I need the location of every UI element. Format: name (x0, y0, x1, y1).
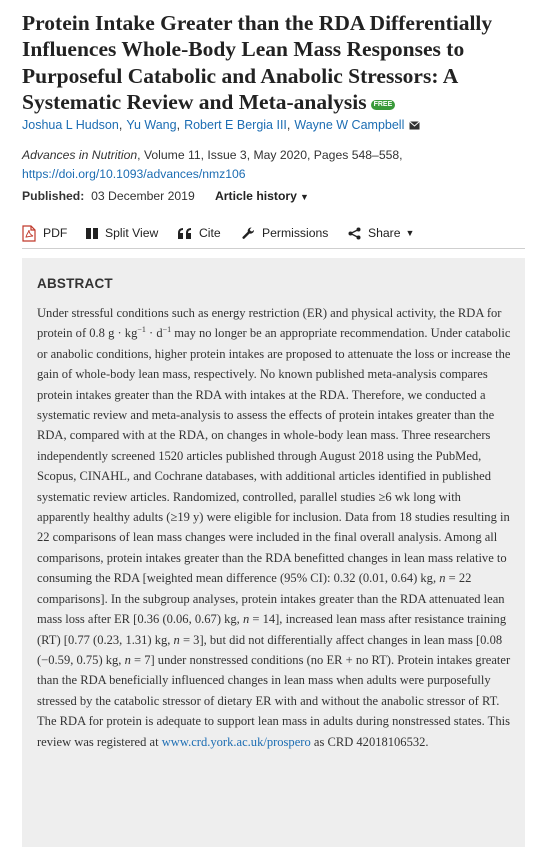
cite-button[interactable] (178, 222, 221, 244)
wrench-icon (242, 227, 255, 240)
author-link[interactable]: Yu Wang (126, 118, 177, 132)
cite-label: Cite (199, 226, 221, 240)
published-label: Published: (22, 189, 85, 203)
pdf-icon (22, 225, 36, 242)
share-label: Share (368, 226, 401, 240)
permissions-label: Permissions (262, 226, 329, 240)
article-history-toggle[interactable] (215, 187, 309, 206)
email-icon[interactable] (409, 118, 420, 135)
author-list: Joshua L Hudson, Yu Wang, Robert E Bergia III, Wayne W Campbell (22, 117, 532, 135)
split-view-label: Split View (105, 226, 159, 240)
split-view-button[interactable] (86, 222, 158, 244)
toolbar-divider (22, 248, 525, 249)
quote-icon (178, 228, 192, 239)
pdf-button[interactable] (22, 222, 67, 244)
caret-down-icon: ▼ (405, 228, 415, 238)
author-link[interactable]: Joshua L Hudson (22, 118, 119, 132)
citation-details: , Volume 11, Issue 3, May 2020, Pages 548–558, (137, 148, 403, 162)
article-title (22, 10, 522, 115)
split-view-icon (86, 228, 98, 239)
permissions-button[interactable] (242, 222, 328, 244)
free-access-badge: FREE (371, 100, 396, 110)
abstract-heading: ABSTRACT (37, 276, 113, 291)
published-row (22, 187, 195, 205)
pdf-label: PDF (43, 226, 68, 240)
prospero-link[interactable]: www.crd.york.ac.uk/prospero (161, 734, 311, 749)
author-link[interactable]: Wayne W Campbell (294, 118, 405, 132)
share-button[interactable] (348, 222, 414, 244)
journal-name: Advances in Nutrition (22, 148, 138, 162)
caret-down-icon: ▼ (299, 192, 309, 202)
doi-link[interactable]: https://doi.org/10.1093/advances/nmz106 (22, 167, 246, 181)
abstract-section (22, 258, 525, 847)
article-title-text: Protein Intake Greater than the RDA Differentially Influences Whole-Body Lean Mass Responses to Purposeful Catabolic and Anabolic Stressors: A Systematic Review and Meta-analysis (22, 11, 493, 114)
published-date: 03 December 2019 (91, 189, 195, 203)
share-icon (348, 227, 361, 240)
abstract-body: Under stressful conditions such as energy restriction (ER) and physical activity, the RDA for protein of 0.8 $g \cdot kg^{-1} \cdot d^{-1}$ may no longer be an appropriate recommendation. Under catabolic or anabolic conditions, higher protein intakes are proposed to attenuate the loss or increase the gain of whole-body lean mass, respectively. No known published meta-analysis compares protein intakes greater than the RDA with intakes at the RDA. Therefore, we conducted a systematic review and meta-analysis to assess the effects of protein intakes greater than the RDA, compared with at the RDA, on changes in whole-body lean mass. Three researchers independently screened 1520 articles published through August 2018 using the PubMed, Scopus, CINAHL, and Cochrane databases, with additional articles identified in published systematic review articles. Randomized, controlled, parallel studies ≥6 wk long with apparently healthy adults (≥19 y) were eligible for inclusion. Data from 18 studies resulting in 22 comparisons of lean mass changes were included in the final overall analysis. Among all comparisons, protein intakes greater than the RDA benefitted changes in lean mass relative to consuming the RDA [weighted mean difference (95% CI): 0.32 (0.01, 0.64) kg, n = 22 comparisons]. In the subgroup analyses, protein intakes greater than the RDA attenuated lean mass loss after ER [0.36 (0.06, 0.67) kg, n = 14], increased lean mass after resistance training (RT) [0.77 (0.23, 1.31) kg, n = 3], but did not differentially affect changes in lean mass [0.08 (−0.59, 0.75) kg, n = 7] under nonstressed conditions (no ER + no RT). Protein intakes greater than the RDA beneficially influenced changes in lean mass when adults were purposefully stressed by the catabolic stressor of dietary ER with and without the anabolic stressor of RT. The RDA for protein is adequate to support lean mass in adults during nonstressed states. This review was registered at www.crd.york.ac.uk/prospero as CRD 42018106532. (37, 306, 511, 749)
article-toolbar (22, 222, 525, 244)
article-history-label: Article history (215, 189, 297, 203)
author-link[interactable]: Robert E Bergia III (184, 118, 287, 132)
citation (22, 146, 527, 165)
